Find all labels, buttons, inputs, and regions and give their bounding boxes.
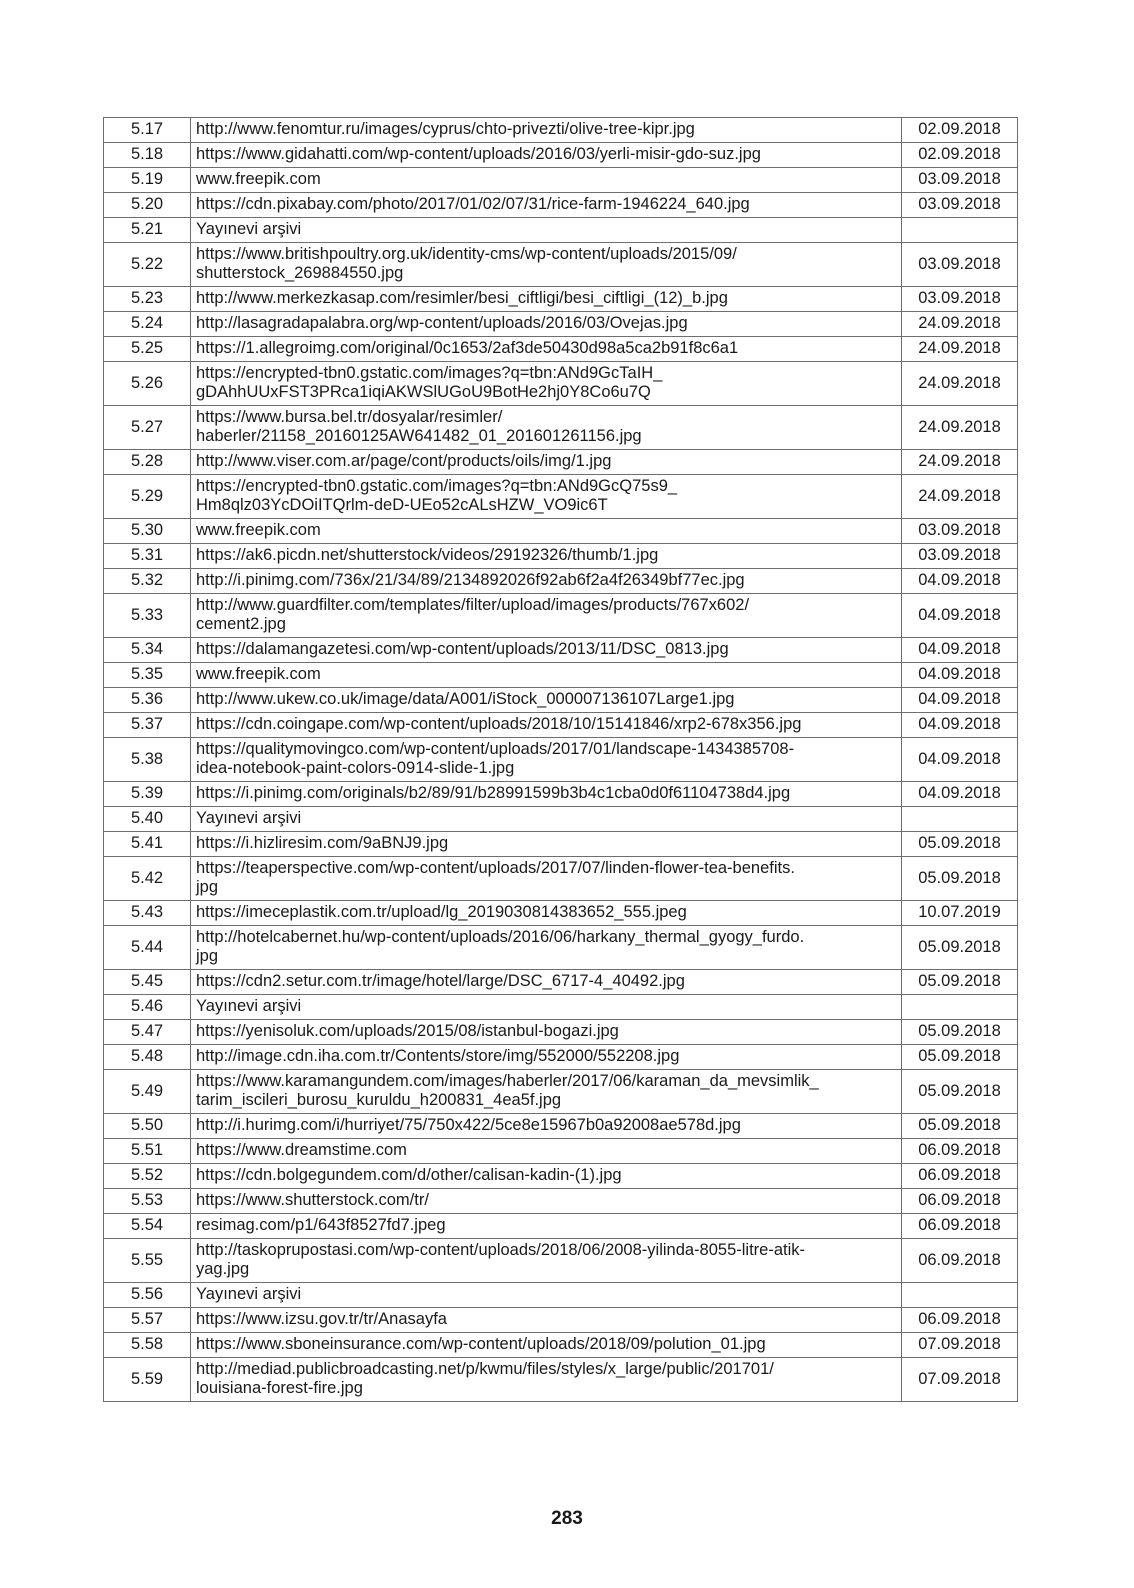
source-url [191,287,902,312]
source-url [191,1139,902,1164]
table-row [104,362,1018,406]
row-number: 5.52 [104,1164,191,1189]
source-url [191,926,902,970]
row-number: 5.41 [104,832,191,857]
source-url [191,1070,902,1114]
source-url-line: http://www.merkezkasap.com/resimler/besi_ciftligi/besi_ciftligi_(12)_b.jpg [196,289,728,307]
row-number: 5.58 [104,1333,191,1358]
source-url-line: https://cdn.coingape.com/wp-content/uploads/2018/10/15141846/xrp2-678x356.jpg [196,715,802,733]
access-date [902,807,1018,832]
row-number: 5.27 [104,406,191,450]
source-url-line: http://image.cdn.iha.com.tr/Contents/store/img/552000/552208.jpg [196,1047,680,1065]
access-date: 02.09.2018 [902,118,1018,143]
table-row [104,475,1018,519]
source-url [191,638,902,663]
access-date: 05.09.2018 [902,970,1018,995]
access-date: 04.09.2018 [902,569,1018,594]
access-date: 05.09.2018 [902,926,1018,970]
table-row [104,287,1018,312]
source-url-line: Yayınevi arşivi [196,1285,302,1303]
table-row [104,1333,1018,1358]
access-date: 04.09.2018 [902,663,1018,688]
source-url [191,857,902,901]
table-row [104,118,1018,143]
table-row [104,832,1018,857]
source-url-line: http://i.pinimg.com/736x/21/34/89/2134892026f92ab6f2a4f26349bf77ec.jpg [196,571,745,589]
row-number: 5.57 [104,1308,191,1333]
source-url [191,970,902,995]
source-url [191,569,902,594]
table-row [104,569,1018,594]
source-url [191,243,902,287]
access-date: 03.09.2018 [902,193,1018,218]
table-row [104,1214,1018,1239]
row-number: 5.43 [104,901,191,926]
source-url [191,168,902,193]
access-date: 24.09.2018 [902,450,1018,475]
source-url-line: https://cdn.pixabay.com/photo/2017/01/02/07/31/rice-farm-1946224_640.jpg [196,195,750,213]
source-url [191,450,902,475]
source-url [191,688,902,713]
row-number: 5.26 [104,362,191,406]
table-row [104,143,1018,168]
source-url-line: https://i.pinimg.com/originals/b2/89/91/b28991599b3b4c1cba0d0f61104738d4.jpg [196,784,791,802]
source-url-line: https://cdn2.setur.com.tr/image/hotel/large/DSC_6717-4_40492.jpg [196,972,685,990]
table-row [104,406,1018,450]
page-number: 283 [551,1508,583,1529]
row-number: 5.34 [104,638,191,663]
source-url-line: Yayınevi arşivi [196,809,302,827]
row-number: 5.55 [104,1239,191,1283]
source-url-line: jpg [196,878,219,896]
source-url-line: cement2.jpg [196,615,286,633]
source-url-line: http://www.ukew.co.uk/image/data/A001/iStock_000007136107Large1.jpg [196,690,735,708]
access-date: 24.09.2018 [902,337,1018,362]
row-number: 5.29 [104,475,191,519]
source-url-line: https://1.allegroimg.com/original/0c1653/2af3de50430d98a5ca2b91f8c6a1 [196,339,739,357]
source-url-line: http://i.hurimg.com/i/hurriyet/75/750x422/5ce8e15967b0a92008ae578d.jpg [196,1116,741,1134]
table-row [104,337,1018,362]
access-date: 06.09.2018 [902,1139,1018,1164]
source-url-line: https://imeceplastik.com.tr/upload/lg_2019030814383652_555.jpeg [196,903,687,921]
access-date: 06.09.2018 [902,1308,1018,1333]
row-number: 5.18 [104,143,191,168]
access-date [902,1283,1018,1308]
access-date: 05.09.2018 [902,1114,1018,1139]
source-url-line: https://www.gidahatti.com/wp-content/uploads/2016/03/yerli-misir-gdo-suz.jpg [196,145,761,163]
row-number: 5.23 [104,287,191,312]
source-url [191,594,902,638]
table-body [104,118,1018,1402]
access-date: 24.09.2018 [902,406,1018,450]
table-row [104,995,1018,1020]
access-date: 06.09.2018 [902,1164,1018,1189]
source-url-line: https://i.hizliresim.com/9aBNJ9.jpg [196,834,449,852]
source-url [191,362,902,406]
row-number: 5.45 [104,970,191,995]
access-date: 03.09.2018 [902,544,1018,569]
row-number: 5.37 [104,713,191,738]
image-sources-table [103,117,1018,1402]
source-url-line: https://yenisoluk.com/uploads/2015/08/istanbul-bogazi.jpg [196,1022,619,1040]
row-number: 5.38 [104,738,191,782]
row-number: 5.46 [104,995,191,1020]
row-number: 5.19 [104,168,191,193]
source-url [191,1045,902,1070]
source-url-line: Yayınevi arşivi [196,997,302,1015]
source-url-line: https://www.sboneinsurance.com/wp-content/uploads/2018/09/polution_01.jpg [196,1335,766,1353]
row-number: 5.54 [104,1214,191,1239]
source-url-line: gDAhhUUxFST3PRca1iqiAKWSlUGoU9BotHe2hj0Y8Co6u7Q [196,383,651,401]
row-number: 5.31 [104,544,191,569]
access-date: 06.09.2018 [902,1189,1018,1214]
source-url [191,544,902,569]
source-url-line: https://qualitymovingco.com/wp-content/uploads/2017/01/landscape-1434385708- [196,740,795,758]
source-url [191,143,902,168]
row-number: 5.51 [104,1139,191,1164]
source-url-line: https://ak6.picdn.net/shutterstock/videos/29192326/thumb/1.jpg [196,546,659,564]
table-row [104,168,1018,193]
table-row [104,1358,1018,1402]
row-number: 5.53 [104,1189,191,1214]
table-row [104,193,1018,218]
table-row [104,1114,1018,1139]
row-number: 5.33 [104,594,191,638]
row-number: 5.42 [104,857,191,901]
access-date: 04.09.2018 [902,782,1018,807]
source-url [191,1333,902,1358]
access-date: 03.09.2018 [902,287,1018,312]
row-number: 5.20 [104,193,191,218]
source-url [191,218,902,243]
source-url [191,1189,902,1214]
source-url-line: www.freepik.com [196,170,321,188]
access-date: 06.09.2018 [902,1239,1018,1283]
source-url-line: https://dalamangazetesi.com/wp-content/uploads/2013/11/DSC_0813.jpg [196,640,729,658]
source-url [191,1114,902,1139]
source-url-line: http://www.guardfilter.com/templates/filter/upload/images/products/767x602/ [196,596,750,614]
source-url [191,713,902,738]
access-date [902,995,1018,1020]
table-row [104,1239,1018,1283]
access-date: 05.09.2018 [902,857,1018,901]
table-row [104,807,1018,832]
table-row [104,519,1018,544]
source-url [191,782,902,807]
access-date: 04.09.2018 [902,688,1018,713]
table-row [104,663,1018,688]
table-row [104,1164,1018,1189]
row-number: 5.17 [104,118,191,143]
table-row [104,901,1018,926]
access-date: 05.09.2018 [902,1070,1018,1114]
source-url-line: https://www.dreamstime.com [196,1141,407,1159]
table-row [104,594,1018,638]
access-date: 03.09.2018 [902,519,1018,544]
table-row [104,1283,1018,1308]
source-url-line: http://taskoprupostasi.com/wp-content/uploads/2018/06/2008-yilinda-8055-litre-atik- [196,1241,806,1259]
source-url [191,406,902,450]
access-date: 05.09.2018 [902,832,1018,857]
row-number: 5.40 [104,807,191,832]
table-row [104,243,1018,287]
access-date: 24.09.2018 [902,362,1018,406]
source-url-line: http://hotelcabernet.hu/wp-content/uploads/2016/06/harkany_thermal_gyogy_furdo. [196,928,805,946]
source-url-line: idea-notebook-paint-colors-0914-slide-1.jpg [196,759,515,777]
access-date: 05.09.2018 [902,1020,1018,1045]
source-url-line: jpg [196,947,219,965]
row-number: 5.49 [104,1070,191,1114]
row-number: 5.30 [104,519,191,544]
source-url [191,1308,902,1333]
table-row [104,688,1018,713]
source-url [191,337,902,362]
source-url [191,995,902,1020]
table-row [104,782,1018,807]
source-url-line: haberler/21158_20160125AW641482_01_201601261156.jpg [196,427,642,445]
source-url [191,1214,902,1239]
source-url-line: www.freepik.com [196,521,321,539]
table-row [104,1139,1018,1164]
source-url [191,475,902,519]
row-number: 5.22 [104,243,191,287]
access-date: 07.09.2018 [902,1358,1018,1402]
row-number: 5.28 [104,450,191,475]
source-url [191,807,902,832]
source-url [191,1164,902,1189]
row-number: 5.59 [104,1358,191,1402]
row-number: 5.56 [104,1283,191,1308]
source-url [191,519,902,544]
table-row [104,713,1018,738]
access-date: 04.09.2018 [902,594,1018,638]
row-number: 5.21 [104,218,191,243]
source-url-line: Hm8qlz03YcDOiITQrlm-deD-UEo52cALsHZW_VO9ic6T [196,496,608,514]
table-row [104,638,1018,663]
source-url [191,738,902,782]
row-number: 5.47 [104,1020,191,1045]
source-url [191,1239,902,1283]
source-url-line: https://encrypted-tbn0.gstatic.com/images?q=tbn:ANd9GcTaIH_ [196,364,663,382]
source-url-line: shutterstock_269884550.jpg [196,264,404,282]
table-row [104,857,1018,901]
source-url-line: https://www.britishpoultry.org.uk/identity-cms/wp-content/uploads/2015/09/ [196,245,737,263]
source-url-line: http://lasagradapalabra.org/wp-content/uploads/2016/03/Ovejas.jpg [196,314,688,332]
source-url-line: www.freepik.com [196,665,321,683]
row-number: 5.35 [104,663,191,688]
row-number: 5.50 [104,1114,191,1139]
source-url-line: http://www.viser.com.ar/page/cont/products/oils/img/1.jpg [196,452,612,470]
access-date: 07.09.2018 [902,1333,1018,1358]
access-date: 04.09.2018 [902,738,1018,782]
table-row [104,218,1018,243]
access-date: 03.09.2018 [902,168,1018,193]
row-number: 5.24 [104,312,191,337]
source-url-line: http://www.fenomtur.ru/images/cyprus/chto-privezti/olive-tree-kipr.jpg [196,120,695,138]
source-url-line: Yayınevi arşivi [196,220,302,238]
access-date: 10.07.2019 [902,901,1018,926]
source-url-line: http://mediad.publicbroadcasting.net/p/kwmu/files/styles/x_large/public/201701/ [196,1360,774,1378]
source-url-line: https://www.shutterstock.com/tr/ [196,1191,429,1209]
table-row [104,1189,1018,1214]
source-url [191,1358,902,1402]
source-url-line: yag.jpg [196,1260,250,1278]
row-number: 5.25 [104,337,191,362]
access-date: 24.09.2018 [902,475,1018,519]
source-url-line: https://cdn.bolgegundem.com/d/other/calisan-kadin-(1).jpg [196,1166,622,1184]
table-row [104,1070,1018,1114]
row-number: 5.36 [104,688,191,713]
source-url [191,832,902,857]
source-url [191,901,902,926]
access-date: 03.09.2018 [902,243,1018,287]
table-row [104,926,1018,970]
source-url [191,1283,902,1308]
access-date [902,218,1018,243]
access-date: 04.09.2018 [902,638,1018,663]
source-url-line: resimag.com/p1/643f8527fd7.jpeg [196,1216,446,1234]
table-row [104,1045,1018,1070]
row-number: 5.32 [104,569,191,594]
source-url-line: https://www.bursa.bel.tr/dosyalar/resimler/ [196,408,503,426]
source-url [191,1020,902,1045]
row-number: 5.39 [104,782,191,807]
source-url-line: tarim_iscileri_burosu_kuruldu_h200831_4ea5f.jpg [196,1091,562,1109]
table-row [104,544,1018,569]
source-url [191,312,902,337]
table-row [104,312,1018,337]
source-url-line: https://www.karamangundem.com/images/haberler/2017/06/karaman_da_mevsimlik_ [196,1072,819,1090]
row-number: 5.44 [104,926,191,970]
row-number: 5.48 [104,1045,191,1070]
access-date: 04.09.2018 [902,713,1018,738]
source-url-line: https://encrypted-tbn0.gstatic.com/images?q=tbn:ANd9GcQ75s9_ [196,477,678,495]
access-date: 02.09.2018 [902,143,1018,168]
source-url-line: https://www.izsu.gov.tr/tr/Anasayfa [196,1310,447,1328]
table-row [104,738,1018,782]
source-url-line: https://teaperspective.com/wp-content/uploads/2017/07/linden-flower-tea-benefits. [196,859,795,877]
access-date: 05.09.2018 [902,1045,1018,1070]
table-row [104,450,1018,475]
source-url [191,663,902,688]
source-url [191,118,902,143]
table-row [104,1308,1018,1333]
table-row [104,1020,1018,1045]
source-url [191,193,902,218]
access-date: 06.09.2018 [902,1214,1018,1239]
access-date: 24.09.2018 [902,312,1018,337]
table-row [104,970,1018,995]
source-url-line: louisiana-forest-fire.jpg [196,1379,363,1397]
